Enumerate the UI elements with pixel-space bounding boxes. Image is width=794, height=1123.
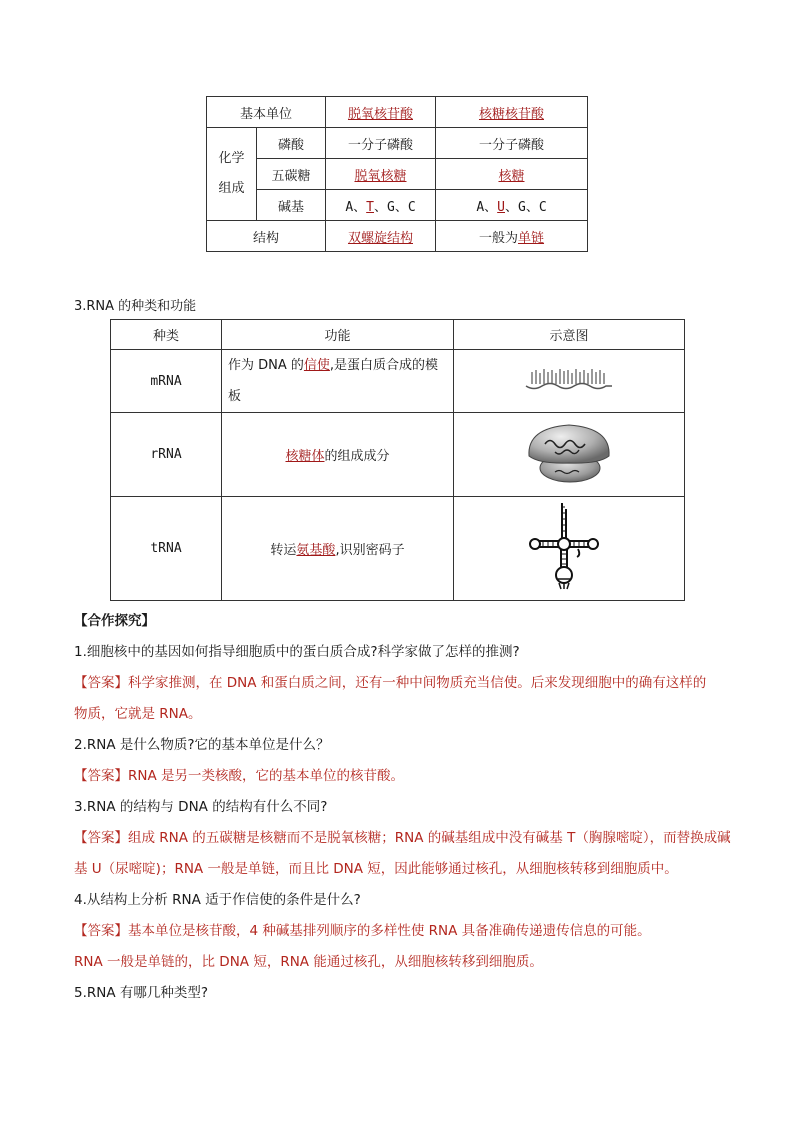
dna-basic-unit: 脱氧核苷酸 bbox=[326, 97, 436, 128]
question-5: 5.RNA 有哪几种类型? bbox=[74, 985, 209, 1001]
rna-function: 转运氨基酸,识别密码子 bbox=[222, 497, 454, 601]
mrna-strand-image bbox=[524, 364, 614, 394]
column-header: 示意图 bbox=[454, 320, 685, 350]
question-3: 3.RNA 的结构与 DNA 的结构有什么不同? bbox=[74, 799, 328, 815]
row-label-structure: 结构 bbox=[207, 221, 326, 252]
answer-tag: 【答案】 bbox=[74, 768, 128, 784]
dna-phosphate: 一分子磷酸 bbox=[326, 128, 436, 159]
cooperative-inquiry-section bbox=[74, 606, 734, 1009]
answer-tag: 【答案】 bbox=[74, 923, 128, 939]
answer-4: 【答案】基本单位是核苷酸，4 种碱基排列顺序的多样性使 RNA 具备准确传递遗传信息的可能。 bbox=[74, 923, 651, 939]
table-row bbox=[207, 97, 588, 128]
answer-4-continued: RNA 一般是单链的，比 DNA 短，RNA 能通过核孔，从细胞核转移到细胞质。 bbox=[74, 954, 543, 970]
question-4: 4.从结构上分析 RNA 适于作信使的条件是什么? bbox=[74, 892, 361, 908]
table-row-rrna bbox=[111, 413, 685, 497]
rna-type-name: rRNA bbox=[111, 413, 222, 497]
table-row bbox=[207, 221, 588, 252]
answer-tag: 【答案】 bbox=[74, 675, 128, 691]
answer-2: 【答案】RNA 是另一类核酸，它的基本单位的核苷酸。 bbox=[74, 768, 405, 784]
row-label-basic-unit: 基本单位 bbox=[207, 97, 326, 128]
table-row bbox=[207, 190, 588, 221]
rrna-diagram bbox=[454, 413, 685, 497]
rna-phosphate: 一分子磷酸 bbox=[436, 128, 588, 159]
question-1: 1.细胞核中的基因如何指导细胞质中的蛋白质合成?科学家做了怎样的推测? bbox=[74, 644, 520, 660]
table-row-mrna bbox=[111, 350, 685, 413]
rna-sugar: 核糖 bbox=[436, 159, 588, 190]
dna-rna-comparison-table bbox=[206, 96, 588, 252]
trna-diagram bbox=[454, 497, 685, 601]
answer-3-continued: 基 U（尿嘧啶)；RNA 一般是单链，而且比 DNA 短，因此能够通过核孔，从细胞核转移到细胞质中。 bbox=[74, 861, 678, 877]
rna-function: 核糖体的组成成分 bbox=[222, 413, 454, 497]
table-row bbox=[207, 128, 588, 159]
table-header-row bbox=[111, 320, 685, 350]
row-label-phosphate: 磷酸 bbox=[257, 128, 326, 159]
rna-structure: 一般为单链 bbox=[436, 221, 588, 252]
row-label-sugar: 五碳糖 bbox=[257, 159, 326, 190]
ribosome-image bbox=[521, 420, 617, 486]
column-header: 种类 bbox=[111, 320, 222, 350]
dna-sugar: 脱氧核糖 bbox=[326, 159, 436, 190]
mrna-diagram bbox=[454, 350, 685, 413]
answer-tag: 【答案】 bbox=[74, 830, 128, 846]
rna-types-table bbox=[110, 319, 685, 601]
question-2: 2.RNA 是什么物质?它的基本单位是什么？ bbox=[74, 737, 330, 753]
dna-structure: 双螺旋结构 bbox=[326, 221, 436, 252]
row-label-bases: 碱基 bbox=[257, 190, 326, 221]
rna-function: 作为 DNA 的信使,是蛋白质合成的模 板 bbox=[222, 350, 454, 413]
section-title: 【合作探究】 bbox=[74, 613, 155, 629]
table-row-trna bbox=[111, 497, 685, 601]
rna-type-name: tRNA bbox=[111, 497, 222, 601]
answer-1: 【答案】科学家推测，在 DNA 和蛋白质之间，还有一种中间物质充当信使。后来发现细胞中的确有这样的 bbox=[74, 675, 707, 691]
section-heading: 3.RNA 的种类和功能 bbox=[74, 299, 197, 314]
group-label-chemical-composition: 化学 组成 bbox=[207, 128, 257, 221]
rna-bases: A、U、G、C bbox=[436, 190, 588, 221]
answer-3: 【答案】组成 RNA 的五碳糖是核糖而不是脱氧核糖；RNA 的碱基组成中没有碱基 T（胸腺嘧啶），而替换成碱 bbox=[74, 830, 731, 846]
rna-basic-unit: 核糖核苷酸 bbox=[436, 97, 588, 128]
dna-bases: A、T、G、C bbox=[326, 190, 436, 221]
column-header: 功能 bbox=[222, 320, 454, 350]
trna-cloverleaf-image bbox=[529, 501, 609, 593]
table-row bbox=[207, 159, 588, 190]
answer-1-continued: 物质，它就是 RNA。 bbox=[74, 706, 202, 722]
rna-type-name: mRNA bbox=[111, 350, 222, 413]
